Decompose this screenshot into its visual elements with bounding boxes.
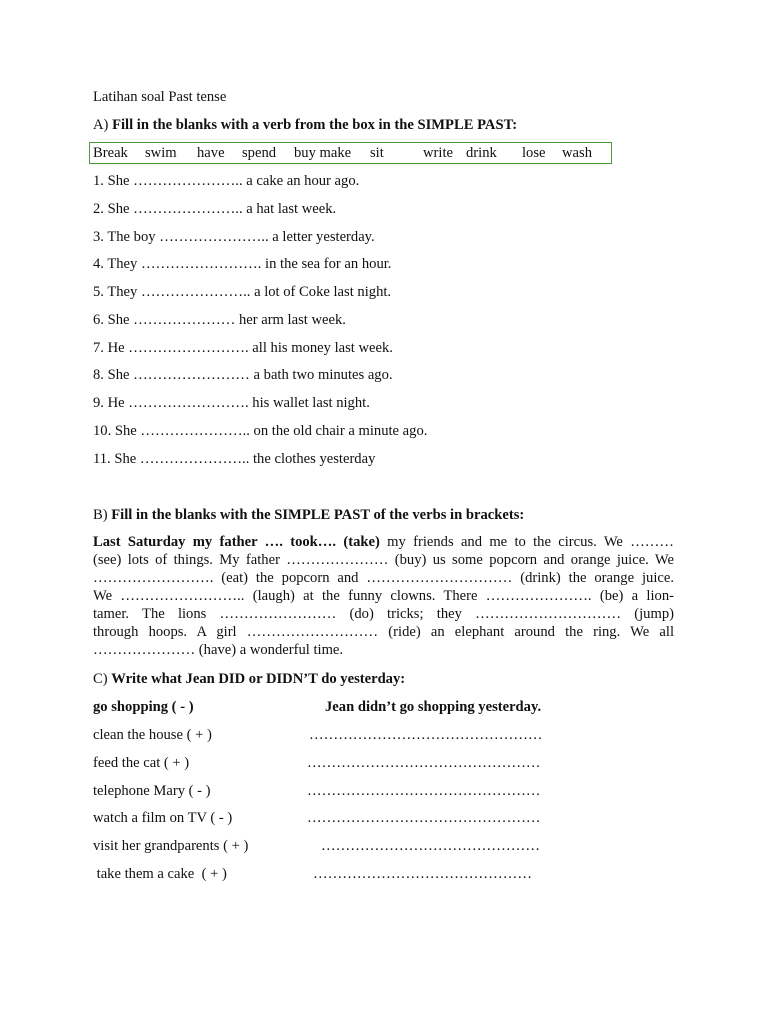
exercise-a-item: 2. She ………………….. a hat last week. xyxy=(93,201,337,217)
word-box-item: write xyxy=(423,145,453,161)
section-a-heading xyxy=(93,116,517,134)
word-box-item: sit xyxy=(370,145,384,161)
section-b-prefix: B) xyxy=(93,507,108,523)
exercise-c-answer-blank: ……………………………………… xyxy=(321,838,540,854)
word-box-item: drink xyxy=(466,145,497,161)
exercise-a-item: 5. They ………………….. a lot of Coke last night. xyxy=(93,284,392,300)
paragraph-line: (see) lots of things. My father ………………… (buy) us some popcorn and orange juice. We xyxy=(93,552,674,568)
word-box-item: swim xyxy=(145,145,177,161)
section-c-heading xyxy=(93,670,405,688)
exercise-c-prompt: watch a film on TV ( - ) xyxy=(93,810,233,826)
section-b-heading xyxy=(93,506,524,524)
exercise-a-item: 7. He ……………………. all his money last week. xyxy=(93,340,393,356)
section-c-prefix: C) xyxy=(93,671,108,687)
word-box-item: Break xyxy=(93,145,128,161)
page-title: Latihan soal Past tense xyxy=(93,89,227,105)
exercise-a-item: 6. She ………………… her arm last week. xyxy=(93,312,346,328)
circus-paragraph xyxy=(93,533,674,659)
paragraph-line: ……………………. (eat) the popcorn and ………………………… (drink) the orange juice. xyxy=(93,570,674,586)
exercise-a-item: 3. The boy ………………….. a letter yesterday. xyxy=(93,229,375,245)
word-box-item: wash xyxy=(562,145,592,161)
exercise-c-answer-blank: ………………………………………… xyxy=(309,727,543,743)
paragraph-line: ………………… (have) a wonderful time. xyxy=(93,642,344,658)
exercise-c-prompt: take them a cake ( + ) xyxy=(93,866,227,882)
exercise-c-answer-blank: ………………………………………… xyxy=(307,783,541,799)
exercise-c-answer-blank: ……………………………………… xyxy=(313,866,532,882)
exercise-a-item: 9. He ……………………. his wallet last night. xyxy=(93,395,370,411)
section-a-instruction: Fill in the blanks with a verb from the box in the SIMPLE PAST: xyxy=(112,117,518,133)
example-prompt-text: go shopping ( - ) xyxy=(93,699,194,715)
exercise-c-prompt: feed the cat ( + ) xyxy=(93,755,190,771)
section-b-instruction: Fill in the blanks with the SIMPLE PAST of the verbs in brackets: xyxy=(111,507,525,523)
exercise-c-prompt: visit her grandparents ( + ) xyxy=(93,838,249,854)
paragraph-text: my friends and me to the circus. We ……… xyxy=(379,534,674,550)
exercise-a-item: 8. She …………………… a bath two minutes ago. xyxy=(93,367,393,383)
section-c-instruction: Write what Jean DID or DIDN’T do yesterday: xyxy=(111,671,406,687)
exercise-c-answer-blank: ………………………………………… xyxy=(307,810,541,826)
exercise-c-answer-blank: ………………………………………… xyxy=(307,755,541,771)
word-box-item: buy make xyxy=(294,145,352,161)
exercise-a-item: 10. She ………………….. on the old chair a minute ago. xyxy=(93,423,428,439)
verb-word-box xyxy=(89,142,612,164)
exercise-a-item: 4. They ……………………. in the sea for an hour. xyxy=(93,256,392,272)
paragraph-line: through hoops. A girl ……………………… (ride) an elephant around the ring. We all xyxy=(93,624,674,640)
example-answer xyxy=(325,698,541,716)
exercise-c-prompt: clean the house ( + ) xyxy=(93,727,212,743)
exercise-a-item: 1. She ………………….. a cake an hour ago. xyxy=(93,173,360,189)
paragraph-line xyxy=(93,533,674,551)
paragraph-line: We …………………….. (laugh) at the funny clowns. There …………………. (be) a lion- xyxy=(93,588,674,604)
paragraph-line: tamer. The lions …………………… (do) tricks; they ………………………… (jump) xyxy=(93,606,674,622)
word-box-item: spend xyxy=(242,145,277,161)
exercise-c-prompt: telephone Mary ( - ) xyxy=(93,783,211,799)
example-answer-text: Jean didn’t go shopping yesterday. xyxy=(325,699,542,715)
word-box-item: lose xyxy=(522,145,546,161)
paragraph-bold-example: Last Saturday my father …. took…. (take) xyxy=(93,534,380,550)
exercise-a-item: 11. She ………………….. the clothes yesterday xyxy=(93,451,376,467)
example-prompt xyxy=(93,698,194,716)
word-box-item: have xyxy=(197,145,225,161)
section-a-prefix: A) xyxy=(93,117,109,133)
